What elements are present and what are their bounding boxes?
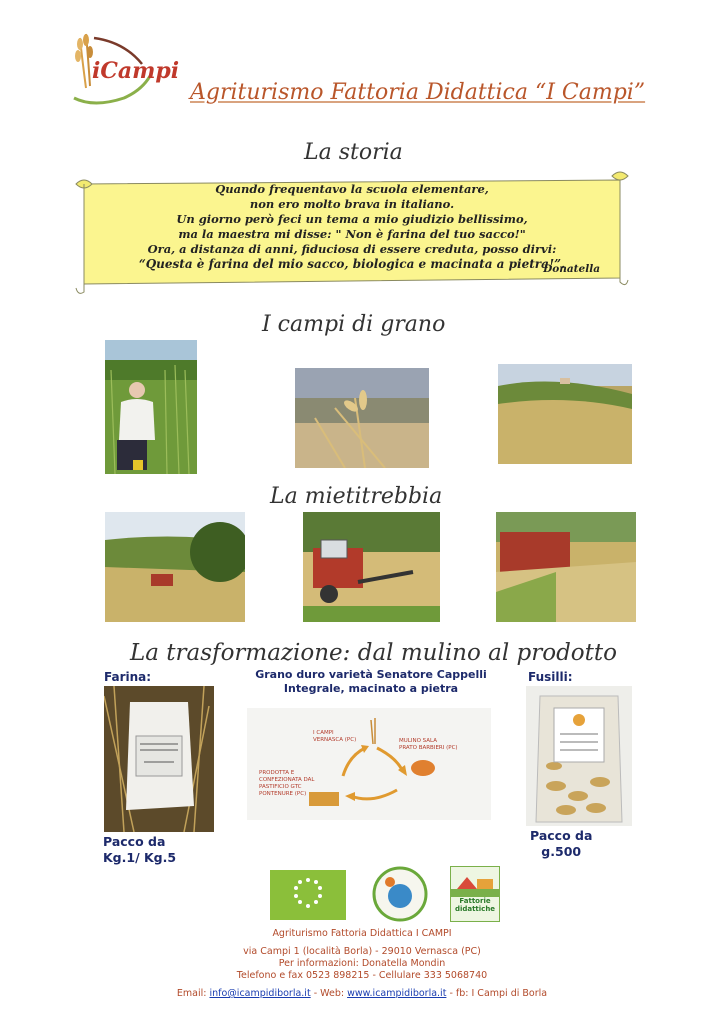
diagram-node-pastificio-l1: PRODOTTA E	[259, 770, 295, 776]
story-scroll	[74, 170, 630, 298]
footer-contacts	[0, 988, 724, 999]
footer-address: via Campi 1 (località Borla) - 29010 Vernasca (PC)	[243, 946, 481, 957]
wheat-fields-heading: I campi di grano	[262, 312, 446, 337]
flour-pack-sizes: Kg.1/ Kg.5	[103, 850, 177, 865]
story-line: Ora, a distanza di anni, fiduciosa di essere creduta, posso dirvi:	[147, 242, 557, 256]
flour-pack-text: Pacco da	[103, 834, 166, 849]
story-line: ma la maestra mi disse: " Non è farina del tuo sacco!"	[178, 227, 526, 241]
footer-web-link[interactable]: www.icampidiborla.it	[347, 988, 447, 999]
fattorie-line2: didattiche	[454, 905, 496, 913]
footer-phones: Telefono e fax 0523 898215 - Cellulare 333 5068740	[236, 970, 488, 981]
diagram-node-mulino	[399, 738, 458, 752]
wheat-variety-line1: Grano duro varietà Senatore Cappelli	[255, 668, 487, 681]
wheat-variety	[236, 668, 506, 696]
flour-label: Farina:	[104, 670, 152, 684]
logo	[64, 28, 180, 108]
footer-fb: - fb: I Campi di Borla	[446, 988, 548, 999]
footer-web-label: - Web:	[310, 988, 348, 999]
photo-wheat-hill	[498, 364, 632, 464]
story-heading: La storia	[304, 140, 403, 165]
diagram-node-campi-l2: VERNASCA (PC)	[313, 737, 357, 743]
diagram-node-mulino-l2: PRATO BARBIERI (PC)	[399, 745, 458, 751]
footer-email-label: Email:	[176, 988, 210, 999]
fusilli-label: Fusilli:	[528, 670, 573, 684]
photo-fusilli-pack	[526, 686, 632, 826]
story-line: Quando frequentavo la scuola elementare,	[215, 182, 489, 196]
harvest-heading: La mietitrebbia	[270, 484, 443, 509]
diagram-node-pastificio-l3: PASTIFICIO GTC	[259, 784, 302, 790]
transformation-heading: La trasformazione: dal mulino al prodotto	[130, 640, 617, 666]
photo-harvester-field	[496, 512, 636, 622]
story-line: Un giorno però feci un tema a mio giudizio bellissimo,	[176, 212, 528, 226]
fusilli-pack-label	[530, 828, 592, 860]
fattorie-didattiche-text	[451, 897, 499, 913]
story-line: non ero molto brava in italiano.	[249, 197, 455, 211]
diagram-node-pastificio-l4: PONTENURE (PC)	[259, 791, 307, 797]
photo-harvester-close	[303, 512, 440, 622]
eu-organic-logo	[270, 870, 346, 920]
photo-harvester-far	[105, 512, 245, 622]
diagram-node-campi-l1: I CAMPI	[313, 730, 334, 736]
diagram-node-campi	[313, 730, 356, 744]
fattorie-didattiche-logo	[450, 866, 500, 922]
photo-wheat-ears	[295, 368, 429, 468]
diagram-node-mulino-l1: MULINO SALA	[399, 738, 437, 744]
diagram-node-pastificio	[259, 770, 315, 798]
story-text	[94, 182, 610, 272]
certification-badge	[370, 866, 430, 922]
logo-text: iCampi	[92, 58, 180, 84]
wheat-variety-line2: Integrale, macinato a pietra	[283, 682, 459, 695]
page-title: Agriturismo Fattoria Didattica “I Campi”	[190, 80, 646, 105]
fattorie-line1: Fattorie	[459, 897, 491, 905]
flour-pack-label	[103, 834, 176, 866]
photo-flour-bag	[104, 686, 214, 832]
diagram-node-pastificio-l2: CONFEZIONATA DAL	[259, 777, 315, 783]
footer-name: Agriturismo Fattoria Didattica I CAMPI	[272, 928, 452, 939]
fusilli-pack-text: Pacco da	[530, 828, 593, 843]
story-signature: Donatella	[543, 263, 600, 275]
footer-info: Per informazioni: Donatella Mondin	[278, 958, 446, 969]
photo-woman-in-wheat	[105, 340, 197, 474]
production-cycle-diagram	[247, 708, 491, 820]
footer-email-link[interactable]: info@icampidiborla.it	[209, 988, 311, 999]
fusilli-pack-size: g.500	[541, 844, 582, 859]
story-line: “Questa è farina del mio sacco, biologica e macinata a pietra!”.	[138, 257, 566, 271]
